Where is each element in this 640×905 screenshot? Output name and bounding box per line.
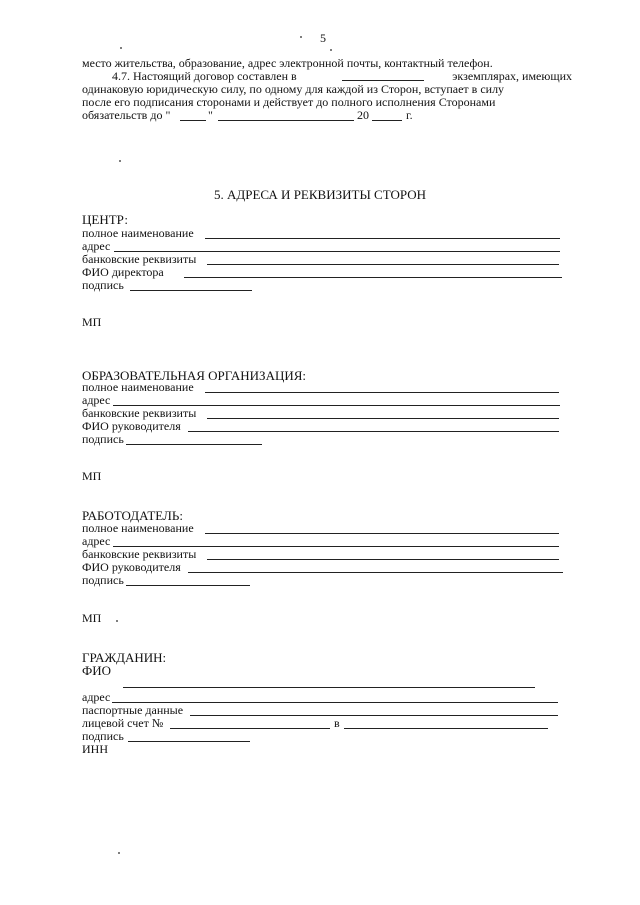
- center-full-name-field[interactable]: [205, 238, 560, 239]
- date-day-field[interactable]: [180, 120, 206, 121]
- center-stamp: МП: [82, 315, 102, 329]
- citizen-inn-label: ИНН: [82, 742, 108, 756]
- citizen-signature-field[interactable]: [128, 741, 250, 742]
- edu-bank-field[interactable]: [207, 418, 559, 419]
- clause-4-7-line-4: обязательств до ": [82, 108, 171, 122]
- date-century: 20: [357, 108, 369, 122]
- employer-signature-label: подпись: [82, 573, 124, 587]
- employer-signature-field[interactable]: [126, 585, 250, 586]
- edu-full-name-label: полное наименование: [82, 380, 194, 394]
- edu-bank-label: банковские реквизиты: [82, 406, 197, 420]
- edu-org-title: ОБРАЗОВАТЕЛЬНАЯ ОРГАНИЗАЦИЯ:: [82, 368, 307, 383]
- edu-signature-label: подпись: [82, 432, 124, 446]
- scan-speck: [116, 620, 118, 622]
- edu-address-label: адрес: [82, 393, 111, 407]
- employer-title: РАБОТОДАТЕЛЬ:: [82, 508, 183, 523]
- edu-full-name-field[interactable]: [205, 392, 559, 393]
- edu-signature-field[interactable]: [126, 444, 262, 445]
- citizen-account-label: лицевой счет №: [82, 716, 164, 730]
- scan-speck: [120, 47, 122, 49]
- center-signature-label: подпись: [82, 278, 124, 292]
- citizen-fio-label: ФИО: [82, 663, 112, 678]
- citizen-account-field[interactable]: [170, 728, 330, 729]
- citizen-signature-label: подпись: [82, 729, 124, 743]
- date-year-field[interactable]: [372, 120, 402, 121]
- date-year-suffix: г.: [406, 108, 413, 122]
- intro-line-1: место жительства, образование, адрес электронной почты, контактный телефон.: [82, 56, 493, 70]
- center-signature-field[interactable]: [130, 290, 252, 291]
- center-full-name-label: полное наименование: [82, 226, 194, 240]
- employer-stamp: МП: [82, 611, 102, 625]
- citizen-passport-field[interactable]: [190, 715, 558, 716]
- edu-stamp: МП: [82, 469, 102, 483]
- citizen-bank-field[interactable]: [344, 728, 548, 729]
- employer-address-label: адрес: [82, 534, 111, 548]
- citizen-title: ГРАЖДАНИН:: [82, 650, 167, 665]
- employer-full-name-field[interactable]: [205, 533, 559, 534]
- scan-speck: [330, 49, 332, 51]
- scan-speck: [118, 852, 120, 854]
- center-bank-field[interactable]: [207, 264, 559, 265]
- copies-count-field[interactable]: [342, 80, 424, 81]
- employer-bank-field[interactable]: [207, 559, 559, 560]
- center-director-label: ФИО директора: [82, 265, 164, 279]
- center-director-field[interactable]: [184, 277, 562, 278]
- center-title: ЦЕНТР:: [82, 212, 128, 227]
- employer-head-field[interactable]: [188, 572, 563, 573]
- date-month-field[interactable]: [218, 120, 354, 121]
- edu-head-label: ФИО руководителя: [82, 419, 181, 433]
- scan-speck: [119, 160, 121, 162]
- center-address-label: адрес: [82, 239, 111, 253]
- date-quote: ": [208, 108, 213, 122]
- citizen-fio-field[interactable]: [123, 687, 535, 688]
- citizen-passport-label: паспортные данные: [82, 703, 184, 717]
- employer-head-label: ФИО руководителя: [82, 560, 181, 574]
- clause-4-7-copies: экземплярах, имеющих: [452, 69, 572, 83]
- clause-4-7-start: 4.7. Настоящий договор составлен в: [112, 69, 297, 83]
- page-number: 5: [320, 31, 326, 45]
- center-bank-label: банковские реквизиты: [82, 252, 197, 266]
- employer-full-name-label: полное наименование: [82, 521, 194, 535]
- section-title: 5. АДРЕСА И РЕКВИЗИТЫ СТОРОН: [213, 187, 427, 202]
- citizen-address-label: адрес: [82, 690, 111, 704]
- citizen-in-label: в: [334, 716, 340, 730]
- employer-bank-label: банковские реквизиты: [82, 547, 197, 561]
- edu-head-field[interactable]: [188, 431, 559, 432]
- clause-4-7-line-2: одинаковую юридическую силу, по одному для каждой из Сторон, вступает в силу: [82, 82, 505, 96]
- scan-speck: [300, 36, 302, 38]
- clause-4-7-line-3: после его подписания сторонами и действует до полного исполнения Сторонами: [82, 95, 496, 109]
